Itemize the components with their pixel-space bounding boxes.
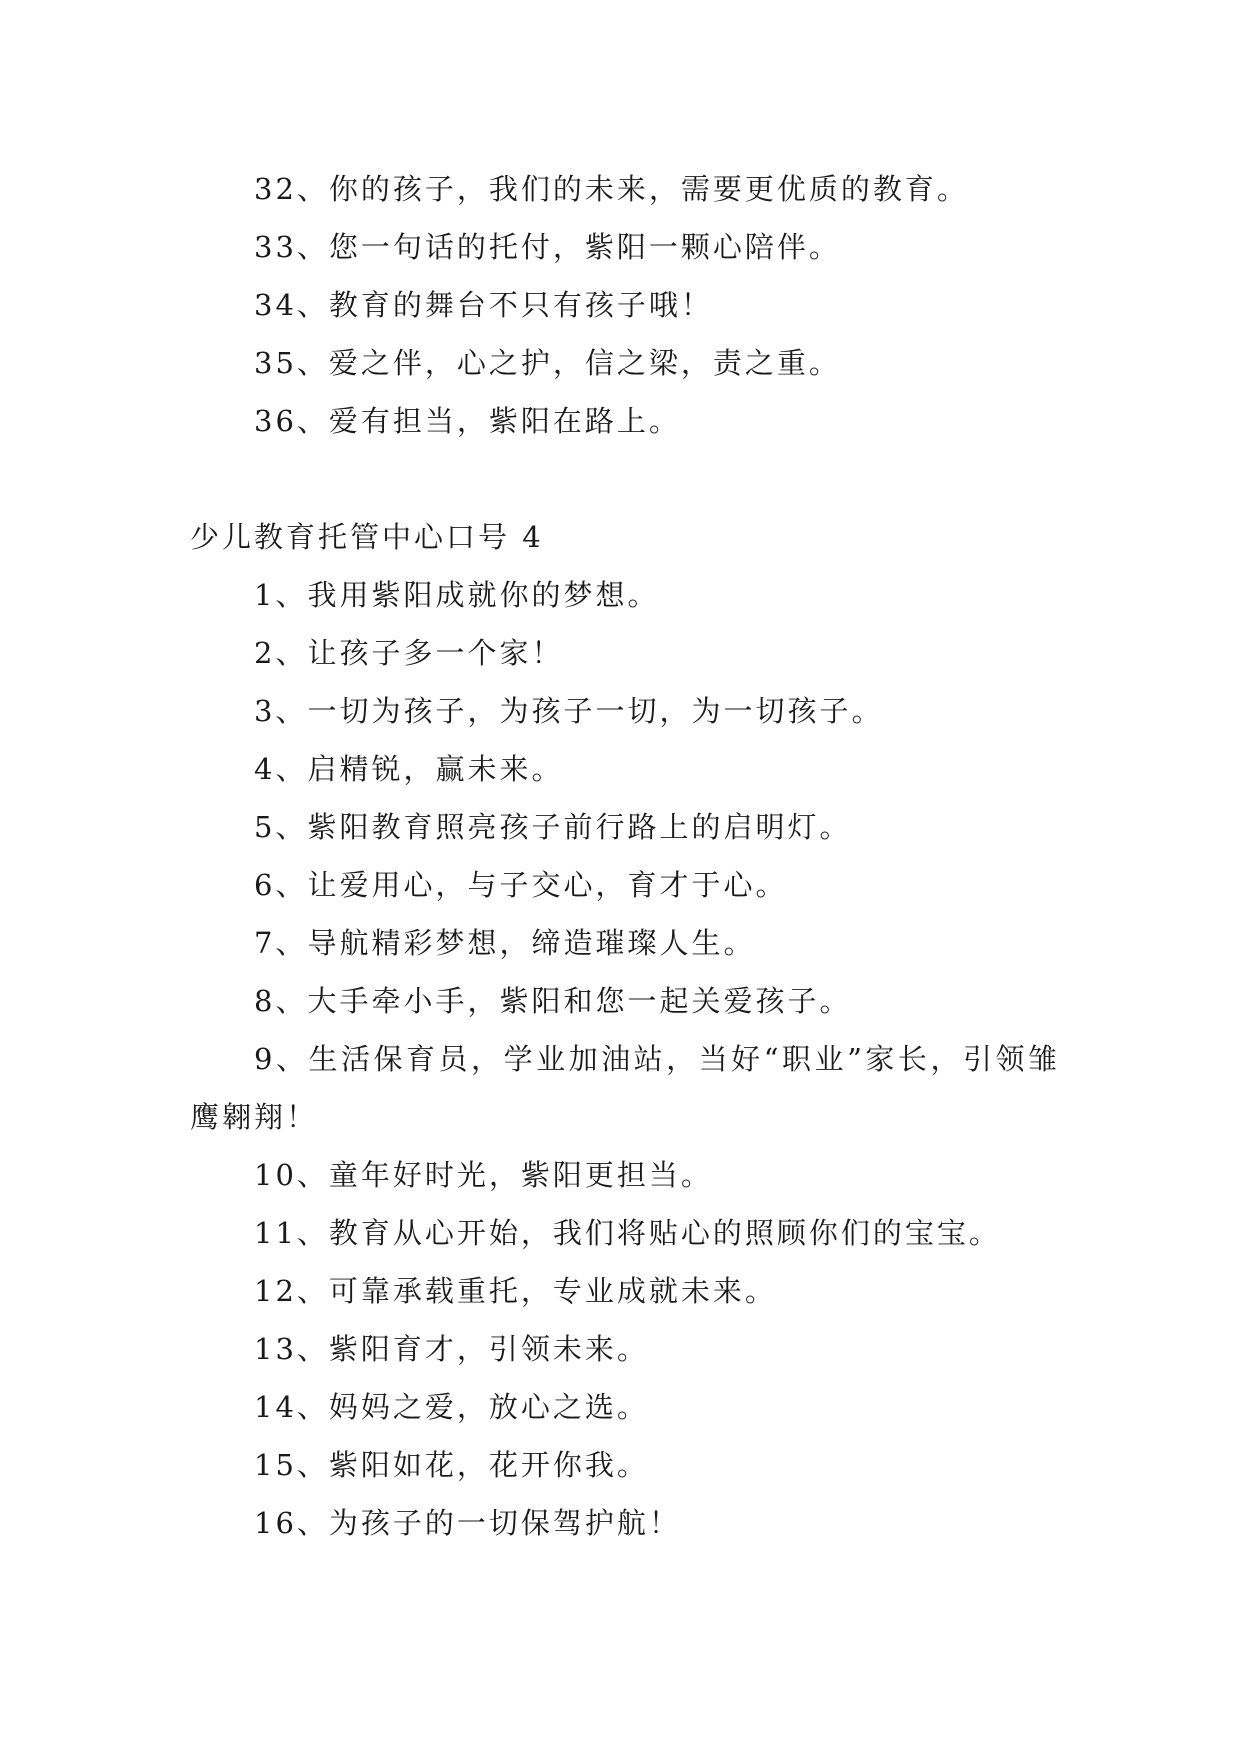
list-item: 35、爱之伴，心之护，信之梁，责之重。: [254, 346, 841, 380]
list-item: 2、让孩子多一个家！: [254, 636, 564, 670]
list-item: 3、一切为孩子，为孩子一切，为一切孩子。: [254, 694, 884, 728]
document-body: [190, 160, 1060, 1552]
list-item: 36、爱有担当，紫阳在路上。: [254, 404, 681, 438]
list-item: 1、我用紫阳成就你的梦想。: [254, 578, 660, 612]
list-item: 5、紫阳教育照亮孩子前行路上的启明灯。: [254, 810, 852, 844]
list-item: 33、您一句话的托付，紫阳一颗心陪伴。: [254, 230, 841, 264]
list-item: 13、紫阳育才，引领未来。: [254, 1332, 649, 1366]
paragraph-gap: [190, 450, 1060, 508]
list-item: 11、教育从心开始，我们将贴心的照顾你们的宝宝。: [254, 1216, 1001, 1250]
list-item: 10、童年好时光，紫阳更担当。: [254, 1158, 713, 1192]
list-item: 8、大手牵小手，紫阳和您一起关爱孩子。: [254, 984, 852, 1018]
list-item: 16、为孩子的一切保驾护航！: [254, 1506, 681, 1540]
list-item: 32、你的孩子，我们的未来，需要更优质的教育。: [254, 172, 969, 206]
list-item: 15、紫阳如花，花开你我。: [254, 1448, 649, 1482]
list-item: 4、启精锐，赢未来。: [254, 752, 564, 786]
list-item: 34、教育的舞台不只有孩子哦！: [254, 288, 713, 322]
section-heading: 少儿教育托管中心口号 4: [190, 520, 544, 554]
list-item: 14、妈妈之爱，放心之选。: [254, 1390, 649, 1424]
list-item: 7、导航精彩梦想，缔造璀璨人生。: [254, 926, 756, 960]
list-item: 12、可靠承载重托，专业成就未来。: [254, 1274, 777, 1308]
list-item: 9、生活保育员，学业加油站，当好“职业”家长，引领雏鹰翱翔！: [190, 1042, 1060, 1134]
list-item: 6、让爱用心，与子交心，育才于心。: [254, 868, 788, 902]
